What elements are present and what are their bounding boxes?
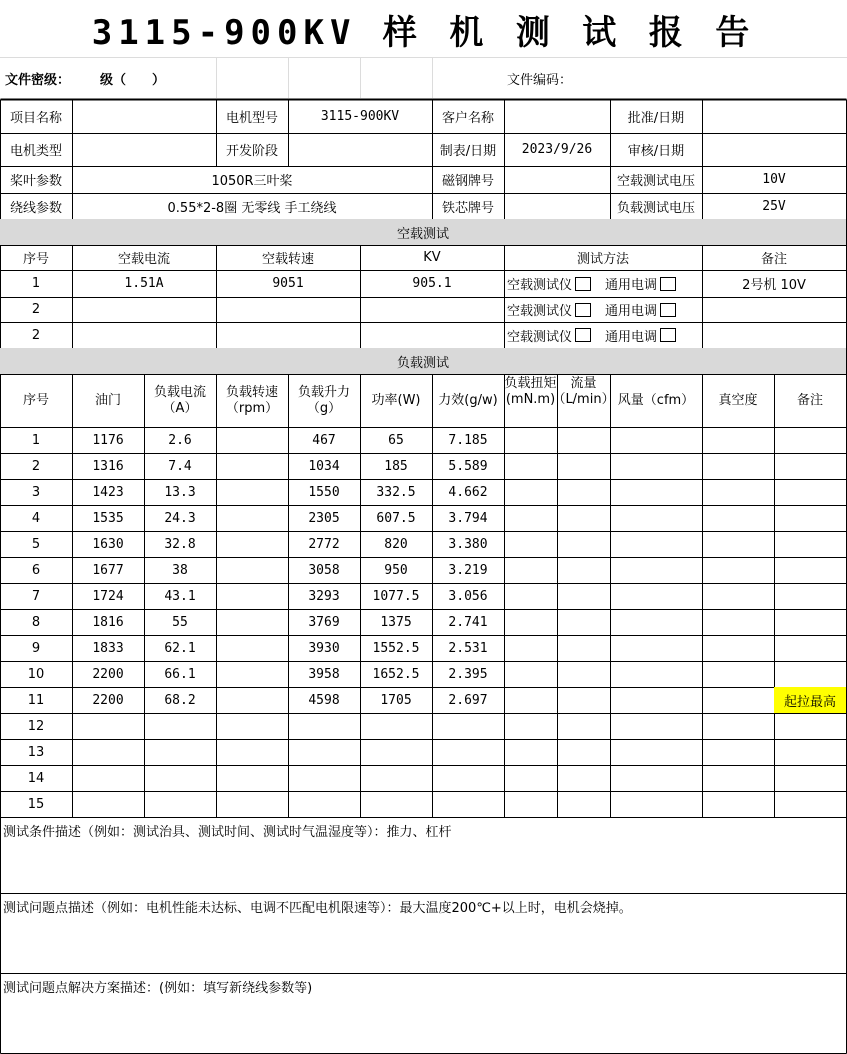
noload-row-no: 1 [31,276,41,291]
load-cell-c1: 1724 [92,588,124,604]
grid-line [360,58,361,98]
load-cell-c3 [216,453,288,479]
load-cell-c10 [702,713,774,739]
review-value [702,133,846,166]
load-cell-c5: 607.5 [376,510,416,526]
load-cell-c0: 4 [31,510,41,526]
secret-level-value: 级（ ） [100,72,166,88]
load-cell-c7 [504,661,557,687]
load-cell-c8 [557,609,610,635]
load-cell-c5 [360,791,432,817]
noload-test-method [504,322,702,348]
load-cell-c9 [610,453,702,479]
load-cell-c9 [610,687,702,713]
approve-value [702,99,846,133]
load-cell-c6: 2.697 [448,692,488,708]
load-cell-c4: 2772 [308,536,340,552]
load-cell-c2: 68.2 [164,692,196,708]
approve-label: 批准/日期 [627,110,685,126]
load-cell-c3 [216,635,288,661]
option-noload-tester [507,300,591,319]
load-cell-c3 [216,687,288,713]
load-cell-c7 [504,531,557,557]
load-cell-c11 [774,661,846,687]
doc-code-label: 文件编码： [507,72,573,88]
load-cell-c1 [72,713,144,739]
load-cell-c9 [610,791,702,817]
noload-note [702,322,846,348]
load-cell-c7 [504,427,557,453]
load-cell-c1: 1176 [92,432,124,448]
note-highlight: 起拉最高 [774,687,846,713]
option-generic-esc [605,326,676,345]
core-grade-label: 铁芯牌号 [441,200,494,216]
load-cell-c4: 1550 [308,484,340,500]
report-title: 3115-900KV 样 机 测 试 报 告 [91,12,756,53]
grid-line [288,58,289,98]
noload-speed [216,322,360,348]
load-cell-c8 [557,687,610,713]
load-cell-c6: 2.741 [448,614,488,630]
prop-params-label: 桨叶参数 [9,174,62,189]
made-date-value: 2023/9/26 [521,142,593,157]
core-grade-value [504,193,610,219]
load-cell-c1: 1630 [92,536,124,552]
checkbox[interactable] [660,303,676,317]
load-cell-c2: 2.6 [168,432,192,448]
load-cell-c8 [557,713,610,739]
noload-header-5: 备注 [760,252,787,267]
load-cell-c3 [216,479,288,505]
load-cell-c7 [504,739,557,765]
noload-header-3: KV [423,250,441,265]
option-noload-tester-label: 空载测试仪 [507,278,573,293]
motor-model-value: 3115-900KV [320,108,400,124]
load-cell-c4: 3930 [308,640,340,656]
load-cell-c2: 43.1 [164,588,196,604]
load-cell-c10 [702,687,774,713]
load-cell-c8 [557,739,610,765]
checkbox[interactable] [575,277,591,291]
load-cell-c3 [216,791,288,817]
load-cell-c1: 1316 [92,458,124,474]
load-cell-c11 [774,609,846,635]
motor-model-label: 电机型号 [225,110,278,126]
load-cell-c0: 10 [27,666,45,682]
option-noload-tester-label: 空载测试仪 [507,304,573,319]
noload-row-no: 2 [31,327,41,343]
load-cell-c7 [504,583,557,609]
load-cell-c10 [702,765,774,791]
load-cell-c9 [610,583,702,609]
load-header-9: 风量（cfm） [617,392,695,408]
noload-kv: 905.1 [412,276,452,291]
load-cell-c8 [557,531,610,557]
load-cell-c3 [216,765,288,791]
winding-params-label: 绕线参数 [9,200,62,216]
noload-kv [360,297,504,322]
load-cell-c0: 14 [27,770,45,786]
load-cell-c9 [610,427,702,453]
load-cell-c8 [557,453,610,479]
load-cell-c8 [557,557,610,583]
load-cell-c4: 3058 [308,562,340,578]
noload-note: 2号机 10V [742,278,806,293]
load-cell-c7 [504,687,557,713]
load-cell-c11 [774,765,846,791]
load-cell-c11 [774,505,846,531]
load-cell-c9 [610,739,702,765]
load-cell-c5 [360,739,432,765]
load-cell-c6 [432,791,504,817]
load-cell-c7 [504,453,557,479]
load-cell-c1: 1423 [92,484,124,500]
noload-speed: 9051 [272,276,304,291]
noload-current: 1.51A [124,276,164,291]
noload-speed [216,297,360,322]
load-cell-c10 [702,739,774,765]
load-cell-c4: 3769 [308,614,340,630]
load-header-10: 真空度 [718,392,758,408]
load-cell-c3 [216,583,288,609]
project-name-value [72,99,216,133]
load-cell-c11 [774,791,846,817]
load-cell-c2: 24.3 [164,510,196,526]
load-cell-c4: 4598 [308,692,340,708]
load-cell-c10 [702,505,774,531]
load-cell-c5: 1375 [380,614,412,630]
load-cell-c7 [504,765,557,791]
load-cell-c0: 3 [31,484,41,500]
load-cell-c7 [504,635,557,661]
load-header-6: 力效(g/w) [438,392,498,408]
load-cell-c2: 13.3 [164,484,196,500]
load-cell-c8 [557,479,610,505]
load-cell-c1: 2200 [92,666,124,682]
load-cell-c7 [504,791,557,817]
grid-line [216,58,217,98]
load-cell-c0: 5 [31,536,41,552]
load-cell-c8 [557,791,610,817]
load-cell-c3 [216,557,288,583]
load-cell-c5: 1705 [380,692,412,708]
magnet-grade-value [504,166,610,193]
load-cell-c10 [702,557,774,583]
test-conditions-description: 测试条件描述（例如：测试治具、测试时间、测试时气温湿度等）：推力、杠杆 [3,825,452,840]
load-cell-c3 [216,661,288,687]
checkbox[interactable] [660,277,676,291]
load-cell-c6: 3.056 [448,588,488,604]
load-cell-c10 [702,609,774,635]
load-cell-c0: 9 [31,640,41,656]
load-cell-c5 [360,713,432,739]
load-cell-c9 [610,531,702,557]
load-cell-c2: 7.4 [168,458,192,474]
load-cell-c11 [774,427,846,453]
noload-current [72,322,216,348]
load-cell-c0: 1 [31,432,41,448]
load-cell-c6 [432,713,504,739]
noload-current [72,297,216,322]
load-cell-c6: 2.395 [448,666,488,682]
load-cell-c8 [557,765,610,791]
load-cell-c8 [557,635,610,661]
load-cell-c2: 55 [172,614,188,630]
load-cell-c3 [216,713,288,739]
load-cell-c4: 1034 [308,458,340,474]
load-cell-c11 [774,557,846,583]
load-cell-c10 [702,479,774,505]
load-cell-c5 [360,765,432,791]
load-header-5: 功率(W) [371,392,421,408]
load-cell-c6: 7.185 [448,432,488,448]
load-cell-c0: 2 [31,458,41,474]
load-cell-c5: 332.5 [376,484,416,500]
noload-header-1: 空载电流 [117,252,170,267]
load-cell-c0: 15 [27,796,45,812]
load-cell-c4 [288,765,360,791]
load-cell-c9 [610,635,702,661]
dev-stage-value [288,133,432,166]
load-cell-c2: 66.1 [164,666,196,682]
noload-row-no: 2 [31,302,41,317]
load-cell-c3 [216,739,288,765]
load-cell-c0: 13 [27,744,45,760]
load-cell-c1: 1677 [92,562,124,578]
load-cell-c10 [702,583,774,609]
load-cell-c8 [557,427,610,453]
load-cell-c10 [702,531,774,557]
load-cell-c11 [774,635,846,661]
load-cell-c6 [432,739,504,765]
noload-header-0: 序号 [22,252,49,267]
option-generic-esc-label: 通用电调 [605,329,658,345]
load-cell-c1 [72,791,144,817]
load-cell-c11 [774,713,846,739]
load-cell-c9 [610,713,702,739]
load-cell-c4: 2305 [308,510,340,526]
load-cell-c5: 950 [384,562,408,578]
load-cell-c9 [610,557,702,583]
load-voltage-value: 25V [762,198,786,214]
checkbox[interactable] [660,328,676,342]
made-by-label: 制表/日期 [439,144,497,159]
load-header-7: 负载扭矩(mN.m) [504,376,557,407]
load-cell-c10 [702,427,774,453]
noload-header-4: 测试方法 [576,252,629,267]
load-cell-c5: 185 [384,458,408,474]
noload-test-method [504,270,702,297]
load-cell-c2 [144,791,216,817]
load-cell-c0: 7 [31,588,41,604]
load-cell-c9 [610,661,702,687]
load-cell-c3 [216,505,288,531]
test-problems-description: 测试问题点描述（例如：电机性能未达标、电调不匹配电机限速等）：最大温度200℃+以上时，电机会烧掉。 [3,901,632,916]
option-noload-tester [507,274,591,293]
load-cell-c1 [72,739,144,765]
option-generic-esc [605,300,676,319]
winding-params-value: 0.55*2-8圈 无零线 手工绕线 [167,200,337,216]
load-cell-c2: 32.8 [164,536,196,552]
load-header-4: 负载升力（g） [297,384,350,416]
load-cell-c9 [610,479,702,505]
load-cell-c0: 8 [31,614,41,630]
motor-type-value [72,133,216,166]
load-cell-c10 [702,661,774,687]
load-header-3: 负载转速（rpm） [225,384,279,416]
load-cell-c3 [216,427,288,453]
motor-type-label: 电机类型 [9,144,62,159]
secret-level-label: 文件密级： [5,72,71,88]
checkbox[interactable] [575,328,591,342]
load-cell-c10 [702,791,774,817]
load-cell-c7 [504,557,557,583]
load-cell-c7 [504,479,557,505]
load-cell-c1: 1535 [92,510,124,526]
load-cell-c5: 1552.5 [372,640,420,656]
load-cell-c4: 3958 [308,666,340,682]
noload-kv [360,322,504,348]
load-header-1: 油门 [94,392,121,408]
load-cell-c0: 11 [27,692,45,708]
load-cell-c3 [216,531,288,557]
load-cell-c6 [432,765,504,791]
customer-label: 客户名称 [441,110,494,126]
option-generic-esc-label: 通用电调 [605,278,658,293]
load-cell-c10 [702,453,774,479]
option-noload-tester [507,326,591,345]
checkbox[interactable] [575,303,591,317]
load-cell-c10 [702,635,774,661]
noload-section-title: 空载测试 [0,219,846,245]
review-label: 审核/日期 [627,144,685,159]
customer-value [504,99,610,133]
load-cell-c9 [610,765,702,791]
load-cell-c6: 5.589 [448,458,488,474]
load-cell-c2 [144,765,216,791]
load-cell-c7 [504,713,557,739]
noload-test-method [504,297,702,322]
load-cell-c8 [557,583,610,609]
load-cell-c8 [557,661,610,687]
load-cell-c5: 65 [388,432,404,448]
load-cell-c9 [610,505,702,531]
project-name-label: 项目名称 [9,110,62,126]
load-cell-c1 [72,765,144,791]
prop-params-value: 1050R三叶桨 [211,174,293,189]
noload-voltage-value: 10V [762,172,786,187]
load-cell-c11 [774,739,846,765]
load-cell-c2 [144,713,216,739]
magnet-grade-label: 磁钢牌号 [441,174,494,189]
load-cell-c2: 38 [172,562,188,578]
load-cell-c6: 3.794 [448,510,488,526]
option-noload-tester-label: 空载测试仪 [507,329,573,345]
load-cell-c9 [610,609,702,635]
noload-note [702,297,846,322]
load-cell-c4 [288,713,360,739]
noload-voltage-label: 空载测试电压 [616,174,695,189]
load-header-2: 负载电流（A） [153,384,206,416]
load-cell-c1: 1833 [92,640,124,656]
load-cell-c8 [557,505,610,531]
option-generic-esc-label: 通用电调 [605,304,658,319]
load-cell-c7 [504,609,557,635]
load-cell-c6: 3.380 [448,536,488,552]
load-cell-c1: 1816 [92,614,124,630]
load-cell-c5: 820 [384,536,408,552]
load-cell-c0: 12 [27,718,45,734]
load-cell-c6: 4.662 [448,484,488,500]
load-cell-c4 [288,739,360,765]
load-cell-c5: 1652.5 [372,666,420,682]
load-header-11: 备注 [796,392,823,408]
load-cell-c11 [774,583,846,609]
option-generic-esc [605,274,676,293]
load-cell-c4: 3293 [308,588,340,604]
load-cell-c6: 3.219 [448,562,488,578]
load-cell-c0: 6 [31,562,41,578]
load-cell-c4 [288,791,360,817]
load-cell-c5: 1077.5 [372,588,420,604]
load-cell-c2 [144,739,216,765]
dev-stage-label: 开发阶段 [225,144,278,159]
load-cell-c1: 2200 [92,692,124,708]
load-header-8: 流量（L/min） [552,376,615,407]
noload-header-2: 空载转速 [261,252,314,267]
load-section-title: 负载测试 [0,348,846,374]
load-cell-c11 [774,531,846,557]
grid-line [432,58,433,98]
load-cell-c11 [774,479,846,505]
load-voltage-label: 负载测试电压 [616,200,695,216]
load-cell-c11 [774,453,846,479]
load-cell-c6: 2.531 [448,640,488,656]
load-cell-c2: 62.1 [164,640,196,656]
test-solutions-description: 测试问题点解决方案描述：(例如：填写新绕线参数等) [3,981,313,996]
load-cell-c3 [216,609,288,635]
load-cell-c4: 467 [312,432,336,448]
load-header-0: 序号 [22,392,49,408]
load-cell-c7 [504,505,557,531]
